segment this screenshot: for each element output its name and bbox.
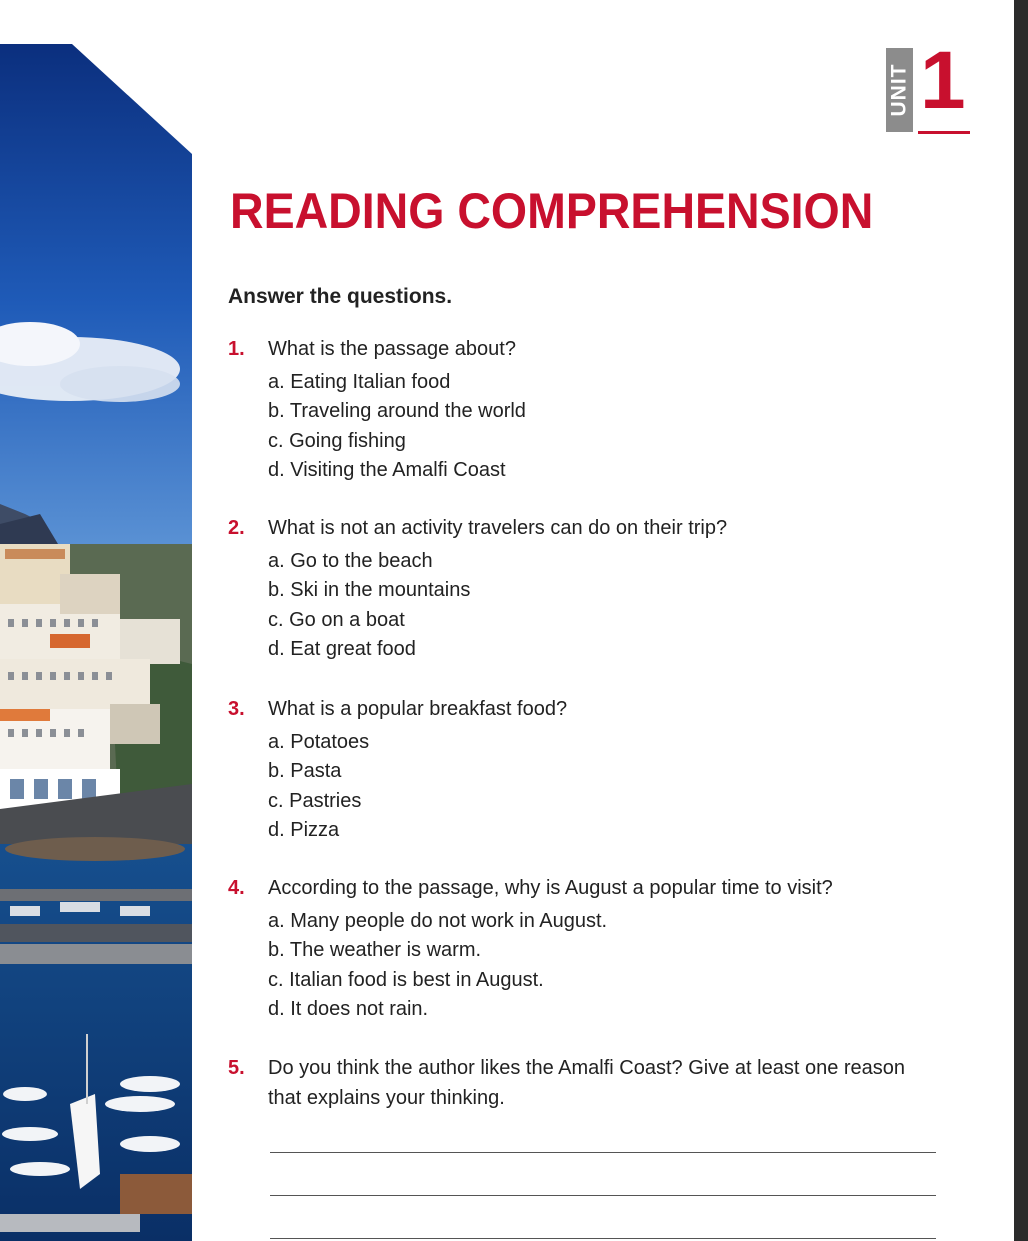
answer-line-1[interactable] (270, 1152, 936, 1153)
question-text: According to the passage, why is August a popular time to visit? (268, 877, 833, 899)
instructions: Answer the questions. (228, 285, 453, 308)
answer-line-3[interactable] (270, 1238, 936, 1239)
question-number: 1. (228, 338, 245, 360)
option-list (268, 728, 928, 845)
option-d: d. Pizza (268, 818, 340, 841)
option-b: b. The weather is warm. (268, 939, 482, 962)
answer-line-2[interactable] (270, 1195, 936, 1196)
question-3 (228, 694, 928, 845)
question-text: What is a popular breakfast food? (268, 698, 568, 720)
question-text: What is the passage about? (268, 338, 516, 360)
coast-photo (0, 44, 192, 1241)
question-number: 4. (228, 877, 245, 899)
question-number: 5. (228, 1057, 245, 1079)
option-a: a. Go to the beach (268, 550, 433, 572)
option-b: b. Traveling around the world (268, 400, 526, 423)
question-text: What is not an activity travelers can do on their trip? (268, 517, 728, 539)
question-1 (228, 334, 928, 485)
unit-number: 1 (920, 35, 966, 126)
option-list (268, 907, 928, 1024)
option-c: c. Going fishing (268, 429, 406, 452)
unit-badge (886, 35, 972, 136)
page-edge-shadow (1014, 0, 1028, 1241)
question-number: 3. (228, 698, 245, 720)
unit-label (886, 48, 913, 132)
unit-underline (918, 131, 970, 134)
option-c: c. Go on a boat (268, 608, 405, 631)
question-4 (228, 873, 928, 1024)
question-2 (228, 513, 928, 664)
option-a: a. Potatoes (268, 731, 370, 753)
option-b: b. Ski in the mountains (268, 579, 471, 602)
option-d: d. Visiting the Amalfi Coast (268, 458, 506, 481)
option-a: a. Eating Italian food (268, 371, 451, 393)
unit-label-text: UNIT (887, 63, 911, 117)
option-c: c. Italian food is best in August. (268, 968, 544, 991)
option-b: b. Pasta (268, 760, 342, 783)
option-a: a. Many people do not work in August. (268, 910, 608, 932)
question-5 (228, 1053, 928, 1113)
question-number: 2. (228, 517, 245, 539)
page-title: READING COMPREHENSION (230, 183, 874, 239)
option-list (268, 547, 928, 664)
option-list (268, 368, 928, 485)
question-text: Do you think the author likes the Amalfi Coast? Give at least one reason that explains your thinking. (268, 1057, 906, 1109)
page-top-margin (0, 0, 1014, 44)
option-d: d. It does not rain. (268, 997, 429, 1020)
option-c: c. Pastries (268, 789, 362, 812)
option-d: d. Eat great food (268, 637, 416, 660)
